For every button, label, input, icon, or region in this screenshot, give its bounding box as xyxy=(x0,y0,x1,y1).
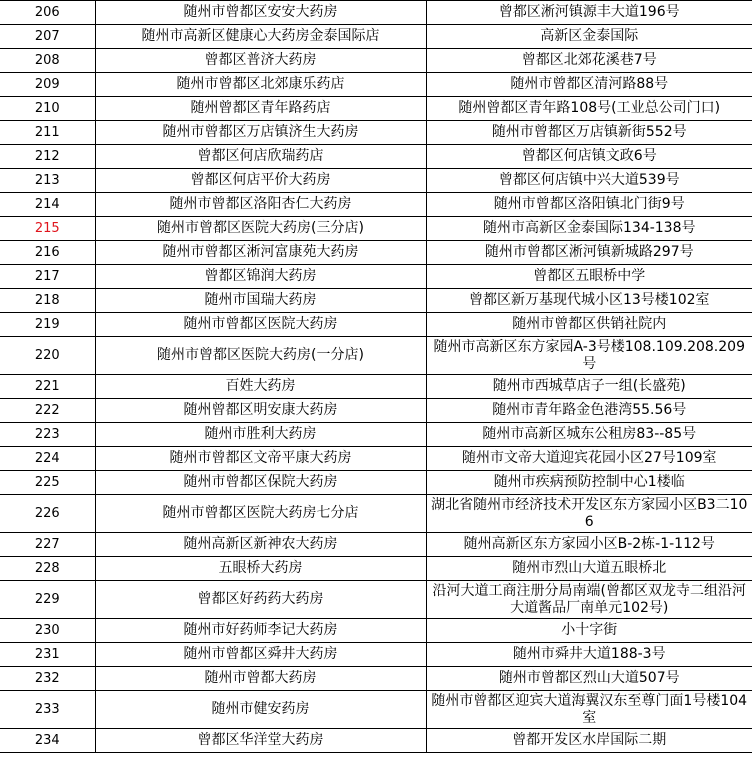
row-number-cell[interactable]: 234 xyxy=(0,729,95,753)
pharmacy-name-cell[interactable]: 曾都区好药药大药房 xyxy=(95,581,426,619)
pharmacy-name-cell[interactable]: 随州市曾都区万店镇济生大药房 xyxy=(95,121,426,145)
table-row xyxy=(0,97,752,121)
table-row xyxy=(0,169,752,193)
row-number-cell[interactable]: 221 xyxy=(0,375,95,399)
table-row xyxy=(0,643,752,667)
address-cell[interactable]: 随州市文帝大道迎宾花园小区27号109室 xyxy=(426,447,752,471)
address-cell[interactable]: 随州市曾都区烈山大道507号 xyxy=(426,667,752,691)
pharmacy-name-cell[interactable]: 随州市曾都大药房 xyxy=(95,667,426,691)
address-cell[interactable]: 曾都区何店镇中兴大道539号 xyxy=(426,169,752,193)
address-cell[interactable]: 随州市疾病预防控制中心1楼临 xyxy=(426,471,752,495)
row-number-cell[interactable]: 208 xyxy=(0,49,95,73)
row-number-cell[interactable]: 207 xyxy=(0,25,95,49)
table-body xyxy=(0,1,752,753)
row-number-cell[interactable]: 220 xyxy=(0,337,95,375)
row-number-cell[interactable]: 218 xyxy=(0,289,95,313)
pharmacy-name-cell[interactable]: 随州市高新区健康心大药房金泰国际店 xyxy=(95,25,426,49)
pharmacy-name-cell[interactable]: 随州市曾都区舜井大药房 xyxy=(95,643,426,667)
pharmacy-name-cell[interactable]: 曾都区何店平价大药房 xyxy=(95,169,426,193)
table-row xyxy=(0,25,752,49)
pharmacy-name-cell[interactable]: 随州市曾都区医院大药房七分店 xyxy=(95,495,426,533)
table-row xyxy=(0,337,752,375)
table-row xyxy=(0,375,752,399)
row-number-cell[interactable]: 226 xyxy=(0,495,95,533)
table-row xyxy=(0,399,752,423)
row-number-cell[interactable]: 219 xyxy=(0,313,95,337)
row-number-cell[interactable]: 222 xyxy=(0,399,95,423)
table-row xyxy=(0,557,752,581)
pharmacy-name-cell[interactable]: 随州市曾都区保院大药房 xyxy=(95,471,426,495)
row-number-cell[interactable]: 223 xyxy=(0,423,95,447)
pharmacy-name-cell[interactable]: 随州市曾都区医院大药房 xyxy=(95,313,426,337)
row-number-cell[interactable]: 210 xyxy=(0,97,95,121)
address-cell[interactable]: 随州市曾都区淅河镇新城路297号 xyxy=(426,241,752,265)
table-row xyxy=(0,265,752,289)
pharmacy-name-cell[interactable]: 五眼桥大药房 xyxy=(95,557,426,581)
pharmacy-name-cell[interactable]: 随州市曾都区北郊康乐药店 xyxy=(95,73,426,97)
address-cell[interactable]: 随州曾都区青年路108号(工业总公司门口) xyxy=(426,97,752,121)
pharmacy-name-cell[interactable]: 曾都区何店欣瑞药店 xyxy=(95,145,426,169)
row-number-cell[interactable]: 230 xyxy=(0,619,95,643)
row-number-cell[interactable]: 228 xyxy=(0,557,95,581)
address-cell[interactable]: 曾都区北郊花溪巷7号 xyxy=(426,49,752,73)
pharmacy-name-cell[interactable]: 随州市曾都区医院大药房(三分店) xyxy=(95,217,426,241)
address-cell[interactable]: 随州市曾都区万店镇新街552号 xyxy=(426,121,752,145)
address-cell[interactable]: 随州市曾都区供销社院内 xyxy=(426,313,752,337)
pharmacy-name-cell[interactable]: 百姓大药房 xyxy=(95,375,426,399)
address-cell[interactable]: 随州市舜井大道188-3号 xyxy=(426,643,752,667)
address-cell[interactable]: 曾都区新万基现代城小区13号楼102室 xyxy=(426,289,752,313)
table-row xyxy=(0,423,752,447)
pharmacy-name-cell[interactable]: 随州市曾都区文帝平康大药房 xyxy=(95,447,426,471)
row-number-cell[interactable]: 213 xyxy=(0,169,95,193)
row-number-cell[interactable]: 209 xyxy=(0,73,95,97)
row-number-cell[interactable]: 206 xyxy=(0,1,95,25)
row-number-cell[interactable]: 231 xyxy=(0,643,95,667)
table-row xyxy=(0,217,752,241)
pharmacy-name-cell[interactable]: 随州市国瑞大药房 xyxy=(95,289,426,313)
row-number-cell[interactable]: 214 xyxy=(0,193,95,217)
table-row xyxy=(0,691,752,729)
address-cell[interactable]: 沿河大道工商注册分局南端(曾都区双龙寺二组沿河大道酱品厂南单元102号) xyxy=(426,581,752,619)
address-cell[interactable]: 曾都区何店镇文政6号 xyxy=(426,145,752,169)
address-cell[interactable]: 曾都区淅河镇源丰大道196号 xyxy=(426,1,752,25)
pharmacy-name-cell[interactable]: 随州市曾都区洛阳杏仁大药房 xyxy=(95,193,426,217)
row-number-cell[interactable]: 232 xyxy=(0,667,95,691)
table-row xyxy=(0,193,752,217)
table-row xyxy=(0,121,752,145)
row-number-cell[interactable]: 211 xyxy=(0,121,95,145)
row-number-cell[interactable]: 227 xyxy=(0,533,95,557)
address-cell[interactable]: 随州市青年路金色港湾55.56号 xyxy=(426,399,752,423)
address-cell[interactable]: 随州市高新区金泰国际134-138号 xyxy=(426,217,752,241)
address-cell[interactable]: 湖北省随州市经济技术开发区东方家园小区B3二106 xyxy=(426,495,752,533)
table-row xyxy=(0,447,752,471)
table-row xyxy=(0,73,752,97)
table-row xyxy=(0,241,752,265)
table-row xyxy=(0,313,752,337)
address-cell[interactable]: 随州市曾都区迎宾大道海翼汉东至尊门面1号楼104室 xyxy=(426,691,752,729)
table-row xyxy=(0,49,752,73)
row-number-cell[interactable]: 229 xyxy=(0,581,95,619)
address-cell[interactable]: 随州市曾都区清河路88号 xyxy=(426,73,752,97)
pharmacy-name-cell[interactable]: 随州市曾都区淅河富康苑大药房 xyxy=(95,241,426,265)
pharmacy-name-cell[interactable]: 随州市曾都区医院大药房(一分店) xyxy=(95,337,426,375)
table-row xyxy=(0,289,752,313)
table-row xyxy=(0,495,752,533)
row-number-cell[interactable]: 217 xyxy=(0,265,95,289)
pharmacy-name-cell[interactable]: 随州市健安药房 xyxy=(95,691,426,729)
row-number-cell[interactable]: 233 xyxy=(0,691,95,729)
address-cell[interactable]: 高新区金泰国际 xyxy=(426,25,752,49)
pharmacy-name-cell[interactable]: 曾都区普济大药房 xyxy=(95,49,426,73)
pharmacy-name-cell[interactable]: 曾都区华洋堂大药房 xyxy=(95,729,426,753)
row-number-cell[interactable]: 215 xyxy=(0,217,95,241)
pharmacy-name-cell[interactable]: 随州市曾都区安安大药房 xyxy=(95,1,426,25)
table-row xyxy=(0,1,752,25)
table-row xyxy=(0,667,752,691)
pharmacy-name-cell[interactable]: 随州高新区新神农大药房 xyxy=(95,533,426,557)
table-row xyxy=(0,581,752,619)
address-cell[interactable]: 随州市高新区东方家园A-3号楼108.109.208.209号 xyxy=(426,337,752,375)
address-cell[interactable]: 随州市西城草店子一组(长盛苑) xyxy=(426,375,752,399)
pharmacy-name-cell[interactable]: 曾都区锦润大药房 xyxy=(95,265,426,289)
table-row xyxy=(0,145,752,169)
table-row xyxy=(0,533,752,557)
table-row xyxy=(0,729,752,753)
address-cell[interactable]: 随州市烈山大道五眼桥北 xyxy=(426,557,752,581)
pharmacy-name-cell[interactable]: 随州市胜利大药房 xyxy=(95,423,426,447)
address-cell[interactable]: 小十字街 xyxy=(426,619,752,643)
address-cell[interactable]: 随州市高新区城东公租房83--85号 xyxy=(426,423,752,447)
address-cell[interactable]: 曾都区五眼桥中学 xyxy=(426,265,752,289)
pharmacy-name-cell[interactable]: 随州曾都区明安康大药房 xyxy=(95,399,426,423)
row-number-cell[interactable]: 216 xyxy=(0,241,95,265)
address-cell[interactable]: 曾都开发区水岸国际二期 xyxy=(426,729,752,753)
table-row xyxy=(0,619,752,643)
address-cell[interactable]: 随州高新区东方家园小区B-2栋-1-112号 xyxy=(426,533,752,557)
table-row xyxy=(0,471,752,495)
row-number-cell[interactable]: 224 xyxy=(0,447,95,471)
pharmacy-name-cell[interactable]: 随州曾都区青年路药店 xyxy=(95,97,426,121)
pharmacy-name-cell[interactable]: 随州市好药师李记大药房 xyxy=(95,619,426,643)
row-number-cell[interactable]: 212 xyxy=(0,145,95,169)
address-cell[interactable]: 随州市曾都区洛阳镇北门街9号 xyxy=(426,193,752,217)
row-number-cell[interactable]: 225 xyxy=(0,471,95,495)
